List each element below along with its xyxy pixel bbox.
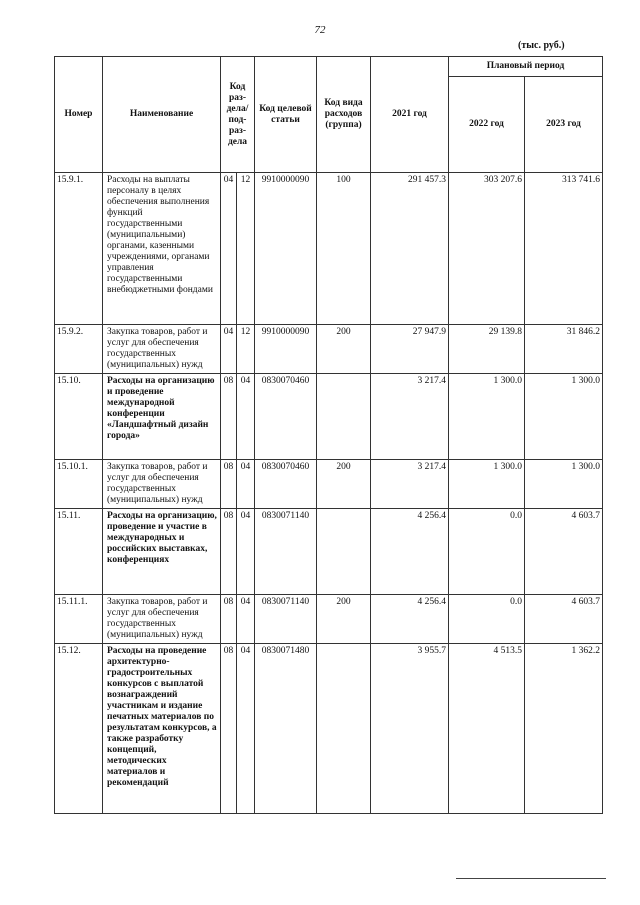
header-section-code: Код раз-дела/ под-раз-дела <box>221 57 255 173</box>
header-expense-code: Код вида расходов (группа) <box>317 57 371 173</box>
table-row <box>55 509 603 595</box>
row-target-code: 9910000090 <box>255 173 317 325</box>
row-subsection-code: 04 <box>237 595 255 644</box>
row-subsection-code: 04 <box>237 460 255 509</box>
header-target-code: Код целевой статьи <box>255 57 317 173</box>
table-row <box>55 460 603 509</box>
row-value-2022: 4 513.5 <box>449 644 525 814</box>
row-value-2021: 4 256.4 <box>371 595 449 644</box>
table-row <box>55 374 603 460</box>
row-value-2023: 4 603.7 <box>525 595 603 644</box>
row-value-2023: 31 846.2 <box>525 325 603 374</box>
header-year-2023: 2023 год <box>525 77 603 173</box>
row-subsection-code: 04 <box>237 644 255 814</box>
row-value-2022: 303 207.6 <box>449 173 525 325</box>
row-number: 15.10. <box>55 374 103 460</box>
row-value-2022: 0.0 <box>449 509 525 595</box>
row-subsection-code: 12 <box>237 325 255 374</box>
row-value-2022: 1 300.0 <box>449 460 525 509</box>
row-name: Закупка товаров, работ и услуг для обеспечения государственных (муниципальных) нужд <box>103 595 221 644</box>
row-number: 15.9.2. <box>55 325 103 374</box>
row-expense-code: 100 <box>317 173 371 325</box>
row-expense-code: 200 <box>317 325 371 374</box>
row-subsection-code: 04 <box>237 374 255 460</box>
row-value-2021: 3 955.7 <box>371 644 449 814</box>
row-number: 15.10.1. <box>55 460 103 509</box>
row-target-code: 0830071140 <box>255 595 317 644</box>
row-target-code: 0830071480 <box>255 644 317 814</box>
row-name: Расходы на выплаты персоналу в целях обеспечения выполнения функций государственными (муниципальными) органами, казенными учреждениями, органами управления государственными внебюджетными фондами <box>103 173 221 325</box>
row-section-code: 08 <box>221 374 237 460</box>
table-row <box>55 595 603 644</box>
row-name: Закупка товаров, работ и услуг для обеспечения государственных (муниципальных) нужд <box>103 325 221 374</box>
row-section-code: 08 <box>221 460 237 509</box>
row-value-2022: 0.0 <box>449 595 525 644</box>
row-value-2023: 1 300.0 <box>525 374 603 460</box>
row-value-2023: 1 300.0 <box>525 460 603 509</box>
row-expense-code <box>317 509 371 595</box>
row-number: 15.11. <box>55 509 103 595</box>
table-row <box>55 173 603 325</box>
row-value-2021: 27 947.9 <box>371 325 449 374</box>
row-subsection-code: 12 <box>237 173 255 325</box>
row-name: Расходы на организацию и проведение международной конференции «Ландшафтный дизайн города» <box>103 374 221 460</box>
row-name: Расходы на проведение архитектурно-градостроительных конкурсов с выплатой вознаграждений участникам и издание печатных материалов по результатам конкурсов, а также разработку концепций, методических материалов и рекомендаций <box>103 644 221 814</box>
row-value-2021: 4 256.4 <box>371 509 449 595</box>
footer-divider <box>456 878 606 879</box>
row-number: 15.12. <box>55 644 103 814</box>
row-name: Закупка товаров, работ и услуг для обеспечения государственных (муниципальных) нужд <box>103 460 221 509</box>
row-value-2023: 4 603.7 <box>525 509 603 595</box>
row-target-code: 0830070460 <box>255 460 317 509</box>
row-value-2023: 1 362.2 <box>525 644 603 814</box>
row-number: 15.11.1. <box>55 595 103 644</box>
row-value-2021: 3 217.4 <box>371 374 449 460</box>
header-year-2021: 2021 год <box>371 57 449 173</box>
row-section-code: 08 <box>221 509 237 595</box>
row-expense-code <box>317 644 371 814</box>
row-section-code: 04 <box>221 173 237 325</box>
row-expense-code: 200 <box>317 460 371 509</box>
row-subsection-code: 04 <box>237 509 255 595</box>
row-value-2022: 29 139.8 <box>449 325 525 374</box>
units-label: (тыс. руб.) <box>518 40 565 51</box>
table-row <box>55 325 603 374</box>
header-number: Номер <box>55 57 103 173</box>
row-expense-code <box>317 374 371 460</box>
row-target-code: 0830071140 <box>255 509 317 595</box>
row-number: 15.9.1. <box>55 173 103 325</box>
row-value-2021: 3 217.4 <box>371 460 449 509</box>
table-row <box>55 644 603 814</box>
header-year-2022: 2022 год <box>449 77 525 173</box>
budget-table <box>54 56 603 814</box>
row-section-code: 08 <box>221 644 237 814</box>
row-target-code: 9910000090 <box>255 325 317 374</box>
row-section-code: 08 <box>221 595 237 644</box>
row-value-2022: 1 300.0 <box>449 374 525 460</box>
row-expense-code: 200 <box>317 595 371 644</box>
header-name: Наименование <box>103 57 221 173</box>
page-number: 72 <box>314 24 326 36</box>
row-name: Расходы на организацию, проведение и участие в международных и российских выставках, конференциях <box>103 509 221 595</box>
row-section-code: 04 <box>221 325 237 374</box>
row-value-2021: 291 457.3 <box>371 173 449 325</box>
header-planned-period: Плановый период <box>449 57 603 77</box>
row-target-code: 0830070460 <box>255 374 317 460</box>
row-value-2023: 313 741.6 <box>525 173 603 325</box>
